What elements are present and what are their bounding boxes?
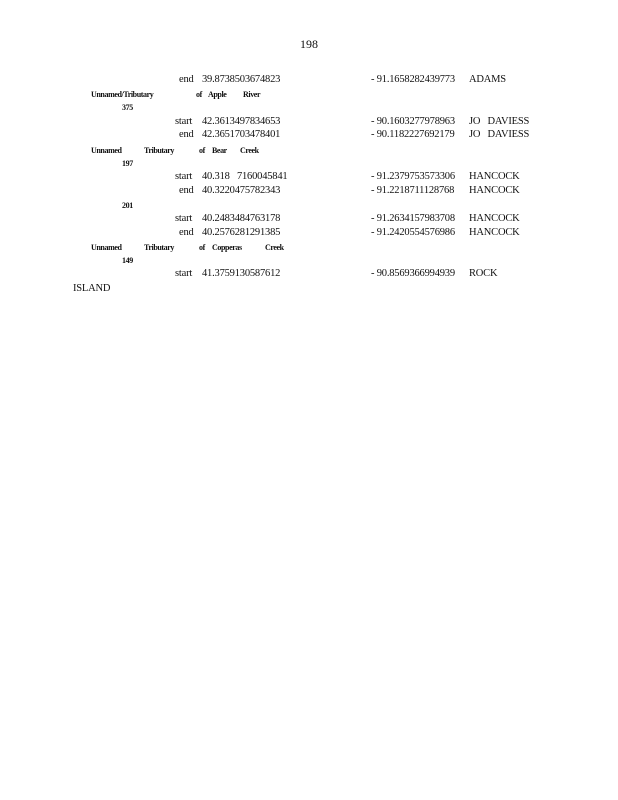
county-name: HANCOCK	[469, 213, 520, 224]
county-name: ADAMS	[469, 74, 506, 85]
longitude-value: - 91.2420554576986	[371, 227, 455, 238]
segment-number: 375	[122, 103, 133, 112]
stream-name-word: Copperas	[212, 243, 242, 252]
county-name: JO DAVIESS	[469, 116, 530, 127]
county-name: HANCOCK	[469, 227, 520, 238]
stream-name-word: Unnamed/Tributary	[91, 90, 154, 99]
point-type: end	[179, 227, 194, 238]
county-name: HANCOCK	[469, 171, 520, 182]
page-number: 198	[300, 37, 318, 51]
point-type: start	[175, 171, 193, 182]
longitude-value: - 91.1658282439773	[371, 74, 455, 85]
county-name: ROCK	[469, 268, 498, 279]
point-type: end	[179, 129, 194, 140]
stream-name-word: Bear	[212, 146, 227, 155]
segment-number: 149	[122, 256, 133, 265]
point-type: start	[175, 116, 193, 127]
latitude-value: 42.3613497834653	[202, 116, 281, 127]
stream-name-word: Unnamed	[91, 146, 122, 155]
latitude-value: 40.2483484763178	[202, 213, 281, 224]
stream-name-word: Apple	[208, 90, 227, 99]
stream-name-word: Tributary	[144, 243, 175, 252]
stream-name-word: of	[199, 146, 205, 155]
latitude-value: 40.318 7160045841	[202, 171, 288, 182]
longitude-value: - 90.8569366994939	[371, 268, 455, 279]
longitude-value: - 91.2218711128768	[371, 185, 455, 196]
point-type: start	[175, 268, 193, 279]
stream-name-word: Creek	[265, 243, 284, 252]
stream-name-word: Creek	[240, 146, 259, 155]
point-type: start	[175, 213, 193, 224]
stream-name-word: River	[243, 90, 261, 99]
point-type: end	[179, 185, 194, 196]
point-type: end	[179, 74, 194, 85]
longitude-value: - 91.2379753573306	[371, 171, 455, 182]
longitude-value: - 91.2634157983708	[371, 213, 455, 224]
county-name: HANCOCK	[469, 185, 520, 196]
segment-number: 197	[122, 159, 133, 168]
stream-name-word: of	[196, 90, 202, 99]
latitude-value: 41.3759130587612	[202, 268, 281, 279]
stream-name-word: Unnamed	[91, 243, 122, 252]
county-name: JO DAVIESS	[469, 129, 530, 140]
segment-number: 201	[122, 201, 133, 210]
latitude-value: 40.3220475782343	[202, 185, 281, 196]
latitude-value: 42.3651703478401	[202, 129, 281, 140]
county-name-continued: ISLAND	[73, 283, 111, 294]
stream-name-word: Tributary	[144, 146, 175, 155]
latitude-value: 39.8738503674823	[202, 74, 281, 85]
latitude-value: 40.2576281291385	[202, 227, 281, 238]
longitude-value: - 90.1603277978963	[371, 116, 455, 127]
longitude-value: - 90.1182227692179	[371, 129, 455, 140]
stream-name-word: of	[199, 243, 205, 252]
